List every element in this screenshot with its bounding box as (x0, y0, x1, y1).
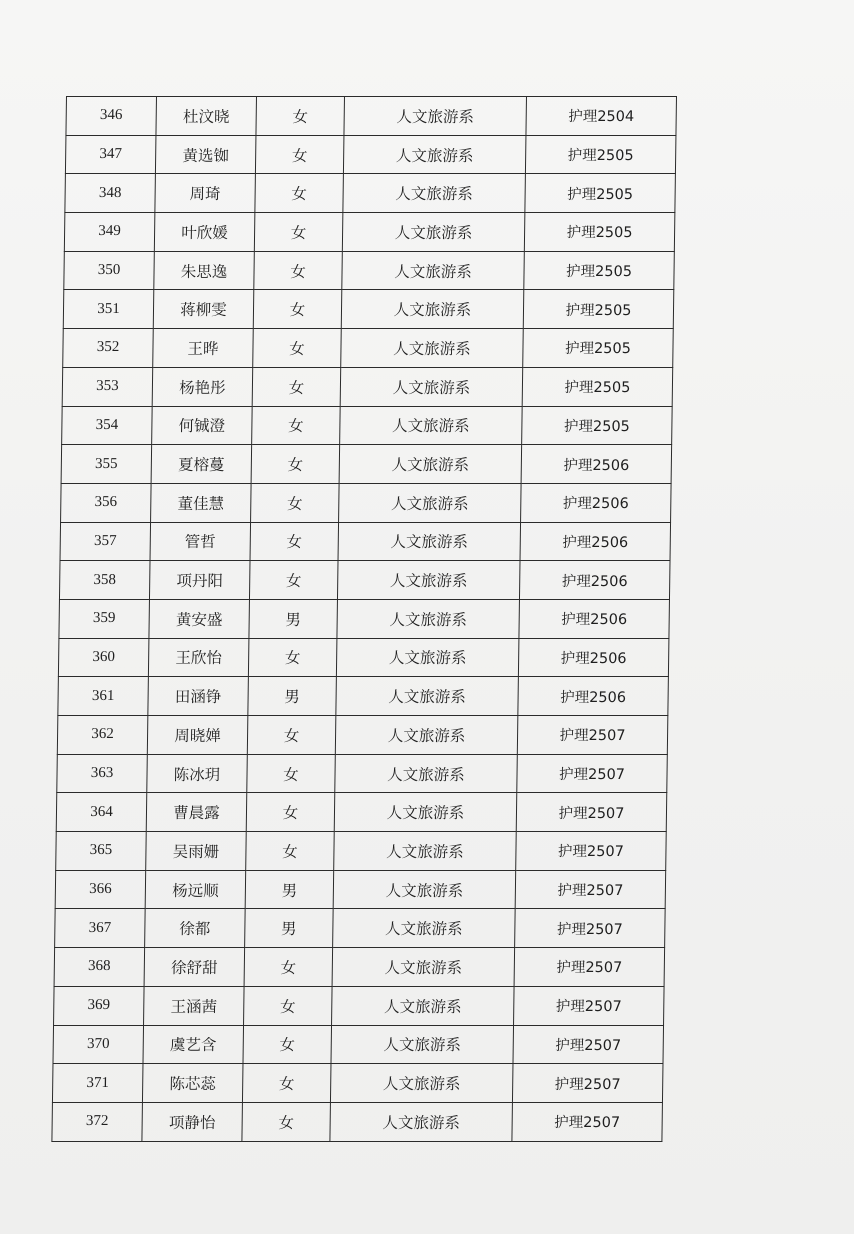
row-number: 369 (54, 986, 145, 1025)
student-name: 项丹阳 (149, 561, 250, 600)
student-gender: 女 (247, 754, 336, 793)
student-gender: 女 (243, 1025, 332, 1064)
student-name: 徐都 (145, 909, 246, 948)
student-class: 护理2506 (518, 638, 669, 677)
student-name: 叶欣媛 (154, 213, 255, 252)
student-department: 人文旅游系 (339, 445, 522, 484)
table-row (57, 716, 668, 755)
student-department: 人文旅游系 (337, 599, 520, 638)
row-number: 347 (65, 135, 156, 174)
student-department: 人文旅游系 (333, 909, 516, 948)
student-class: 护理2505 (524, 251, 675, 290)
student-name: 夏榕蔓 (151, 445, 252, 484)
student-department: 人文旅游系 (335, 716, 518, 755)
student-class: 护理2505 (523, 329, 674, 368)
row-number: 352 (63, 329, 154, 368)
student-name: 杨远顺 (145, 870, 246, 909)
student-name: 吴雨姗 (146, 832, 247, 871)
student-name: 田涵铮 (148, 677, 249, 716)
student-class: 护理2506 (519, 561, 670, 600)
student-class: 护理2507 (514, 948, 665, 987)
student-class: 护理2507 (512, 1064, 663, 1103)
student-gender: 女 (244, 986, 333, 1025)
student-gender: 女 (246, 793, 335, 832)
table-row (59, 599, 670, 638)
table-row (52, 1064, 663, 1103)
student-name: 黄选铷 (155, 135, 256, 174)
student-class: 护理2506 (518, 677, 669, 716)
row-number: 367 (55, 909, 146, 948)
row-number: 372 (52, 1102, 143, 1141)
student-department: 人文旅游系 (332, 986, 515, 1025)
student-name: 王欣怡 (148, 638, 249, 677)
table-row (65, 135, 676, 174)
row-number: 362 (57, 716, 148, 755)
student-class: 护理2506 (519, 599, 670, 638)
row-number: 365 (56, 832, 147, 871)
student-gender: 女 (244, 948, 333, 987)
student-gender: 女 (256, 97, 345, 136)
student-department: 人文旅游系 (341, 329, 524, 368)
student-gender: 男 (245, 909, 334, 948)
row-number: 360 (58, 638, 149, 677)
student-name: 徐舒甜 (144, 948, 245, 987)
student-gender: 男 (245, 870, 334, 909)
student-class: 护理2505 (523, 290, 674, 329)
row-number: 364 (56, 793, 147, 832)
row-number: 351 (63, 290, 154, 329)
student-department: 人文旅游系 (340, 367, 523, 406)
table-row (66, 97, 677, 136)
student-department: 人文旅游系 (339, 483, 522, 522)
row-number: 356 (61, 483, 152, 522)
student-gender: 女 (246, 832, 335, 871)
student-gender: 女 (251, 445, 340, 484)
table-row (52, 1102, 663, 1141)
table-row (61, 445, 672, 484)
student-name: 王涵茜 (144, 986, 245, 1025)
student-class: 护理2507 (514, 986, 665, 1025)
student-class: 护理2505 (525, 174, 676, 213)
table-row (54, 948, 665, 987)
student-gender: 男 (249, 599, 338, 638)
student-class: 护理2505 (522, 406, 673, 445)
table-row (58, 638, 669, 677)
row-number: 371 (52, 1064, 143, 1103)
student-name: 何铖澄 (152, 406, 253, 445)
student-class: 护理2504 (526, 97, 677, 136)
table-row (63, 329, 674, 368)
student-name: 朱思逸 (154, 251, 255, 290)
row-number: 366 (55, 870, 146, 909)
table-row (59, 561, 670, 600)
table-row (60, 522, 671, 561)
student-department: 人文旅游系 (333, 870, 516, 909)
row-number: 359 (59, 599, 150, 638)
student-name: 杜汶晓 (156, 97, 257, 136)
row-number: 370 (53, 1025, 144, 1064)
row-number: 361 (58, 677, 149, 716)
student-department: 人文旅游系 (334, 793, 517, 832)
student-name: 曹晨露 (146, 793, 247, 832)
student-department: 人文旅游系 (332, 948, 515, 987)
row-number: 349 (64, 213, 155, 252)
table-row (56, 793, 667, 832)
student-department: 人文旅游系 (336, 677, 519, 716)
table-row (55, 909, 666, 948)
student-name: 黄安盛 (149, 599, 250, 638)
student-class: 护理2506 (521, 483, 672, 522)
student-gender: 女 (242, 1064, 331, 1103)
student-department: 人文旅游系 (330, 1064, 513, 1103)
student-gender: 女 (253, 290, 342, 329)
row-number: 368 (54, 948, 145, 987)
row-number: 346 (66, 97, 157, 136)
student-department: 人文旅游系 (336, 638, 519, 677)
student-name: 蒋柳雯 (153, 290, 254, 329)
table-row (54, 986, 665, 1025)
student-department: 人文旅游系 (341, 290, 524, 329)
table-row (56, 832, 667, 871)
row-number: 348 (65, 174, 156, 213)
student-name: 周琦 (155, 174, 256, 213)
student-gender: 女 (242, 1102, 331, 1141)
student-department: 人文旅游系 (338, 522, 521, 561)
student-department: 人文旅游系 (342, 251, 525, 290)
table-row (61, 483, 672, 522)
student-class: 护理2505 (522, 367, 673, 406)
row-number: 353 (62, 367, 153, 406)
table-row (57, 754, 668, 793)
table-row (64, 251, 675, 290)
student-name: 陈冰玥 (147, 754, 248, 793)
row-number: 358 (59, 561, 150, 600)
student-name: 王晔 (153, 329, 254, 368)
student-class: 护理2507 (517, 754, 668, 793)
student-name: 虞艺含 (143, 1025, 244, 1064)
student-department: 人文旅游系 (334, 832, 517, 871)
student-class: 护理2507 (513, 1025, 664, 1064)
student-department: 人文旅游系 (330, 1102, 513, 1141)
student-class: 护理2507 (516, 832, 667, 871)
student-gender: 女 (251, 483, 340, 522)
student-gender: 女 (248, 638, 337, 677)
student-class: 护理2507 (517, 716, 668, 755)
student-name: 项静怡 (142, 1102, 243, 1141)
table-row (63, 290, 674, 329)
student-gender: 女 (247, 716, 336, 755)
student-gender: 女 (254, 213, 343, 252)
student-name: 董佳慧 (151, 483, 252, 522)
table-row (64, 213, 675, 252)
student-class: 护理2506 (521, 445, 672, 484)
table-row (58, 677, 669, 716)
student-department: 人文旅游系 (337, 561, 520, 600)
roster-body (52, 97, 677, 1142)
table-row (62, 406, 673, 445)
student-gender: 女 (255, 135, 344, 174)
student-name: 陈芯蕊 (142, 1064, 243, 1103)
table-row (53, 1025, 664, 1064)
row-number: 354 (62, 406, 153, 445)
student-class: 护理2507 (516, 793, 667, 832)
student-roster-table (51, 96, 677, 1142)
student-name: 周晓婵 (147, 716, 248, 755)
student-class: 护理2506 (520, 522, 671, 561)
student-department: 人文旅游系 (343, 174, 526, 213)
table-row (65, 174, 676, 213)
student-department: 人文旅游系 (342, 213, 525, 252)
student-department: 人文旅游系 (343, 135, 526, 174)
student-gender: 女 (252, 406, 341, 445)
student-name: 杨艳彤 (152, 367, 253, 406)
student-gender: 男 (248, 677, 337, 716)
student-department: 人文旅游系 (344, 97, 527, 136)
student-class: 护理2507 (512, 1102, 663, 1141)
student-gender: 女 (250, 522, 339, 561)
student-name: 管哲 (150, 522, 251, 561)
student-class: 护理2507 (515, 909, 666, 948)
row-number: 357 (60, 522, 151, 561)
student-class: 护理2505 (524, 213, 675, 252)
student-department: 人文旅游系 (340, 406, 523, 445)
table-row (55, 870, 666, 909)
row-number: 350 (64, 251, 155, 290)
student-department: 人文旅游系 (335, 754, 518, 793)
student-gender: 女 (253, 329, 342, 368)
student-gender: 女 (249, 561, 338, 600)
student-class: 护理2507 (515, 870, 666, 909)
row-number: 363 (57, 754, 148, 793)
student-gender: 女 (255, 174, 344, 213)
student-class: 护理2505 (525, 135, 676, 174)
table-row (62, 367, 673, 406)
student-gender: 女 (254, 251, 343, 290)
row-number: 355 (61, 445, 152, 484)
student-department: 人文旅游系 (331, 1025, 514, 1064)
student-gender: 女 (252, 367, 341, 406)
